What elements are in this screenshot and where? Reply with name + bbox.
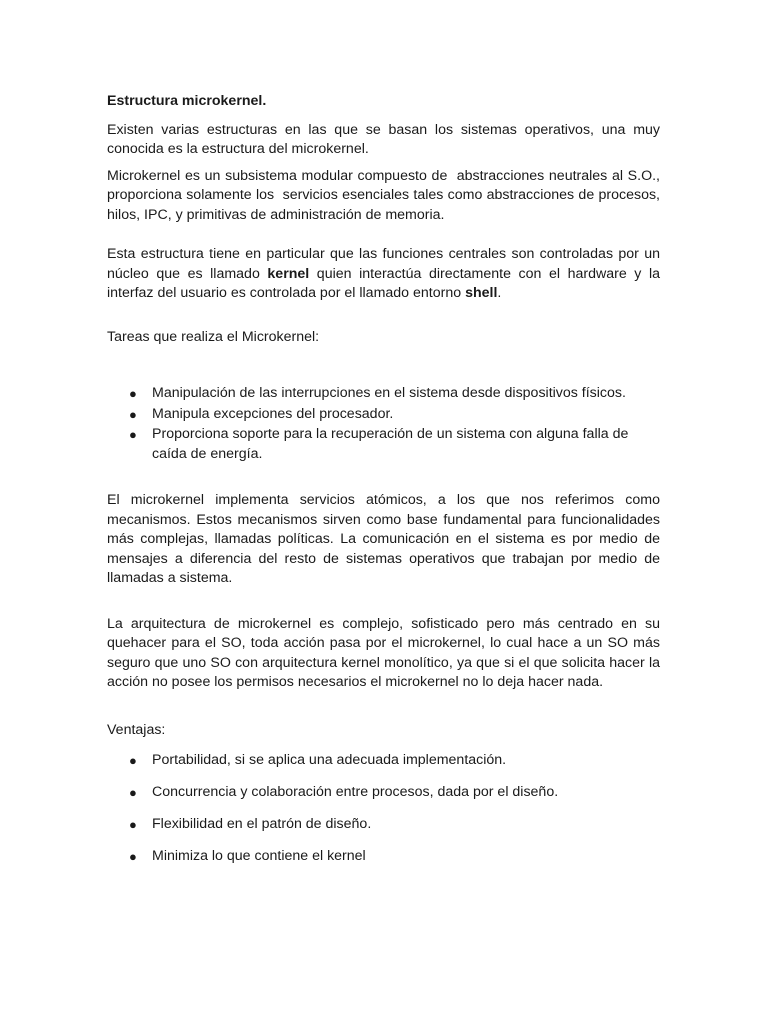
advantage-text: Concurrencia y colaboración entre procesos, dada por el diseño. [152, 784, 559, 800]
advantages-list [107, 751, 660, 867]
advantage-text: Portabilidad, si se aplica una adecuada implementación. [152, 752, 507, 768]
list-item [107, 783, 660, 803]
list-item [107, 384, 660, 404]
advantages-heading: Ventajas: [107, 721, 166, 738]
structure-text-3: . [497, 285, 502, 301]
advantage-text: Minimiza lo que contiene el kernel [152, 848, 366, 864]
bullet-icon: ● [129, 849, 137, 864]
bullet-icon: ● [129, 817, 137, 832]
bullet-icon: ● [129, 427, 137, 442]
task-text: Manipula excepciones del procesador. [152, 405, 394, 422]
list-item [107, 815, 660, 835]
document-title: Estructura microkernel. [107, 93, 267, 109]
list-item [107, 847, 660, 867]
bullet-icon: ● [129, 753, 137, 768]
kernel-term: kernel [267, 265, 310, 282]
bullet-icon: ● [129, 785, 137, 800]
list-item [107, 425, 660, 464]
microkernel-definition-paragraph: Microkernel es un subsistema modular compuesto de abstracciones neutrales al S.O., proporciona solamente los servicios esenciales tales como abstracciones de procesos, hilos, IPC, y primitivas de administración de memoria. [107, 167, 680, 223]
shell-term: shell [465, 285, 498, 301]
bullet-icon: ● [129, 386, 137, 401]
structure-paragraph [107, 245, 660, 304]
task-text: Proporciona soporte para la recuperación de un sistema con alguna falla de caída de energía. [152, 426, 629, 462]
atomic-services-paragraph: El microkernel implementa servicios atómicos, a los que nos referimos como mecanismos. Estos mecanismos sirven como base fundamental para funcionalidades más complejas, llamadas políticas. La comunicación en el sistema es por medio de mensajes a diferencia del resto de sistemas operativos que trabajan por medio de llamadas a sistema. [107, 492, 660, 586]
architecture-paragraph: La arquitectura de microkernel es complejo, sofisticado pero más centrado en su quehacer para el SO, toda acción pasa por el microkernel, lo cual hace a un SO más seguro que uno SO con arquitectura kernel monolítico, ya que si el que solicita hacer la acción no posee los permisos necesarios el microkernel no lo deja hacer nada. [107, 615, 660, 690]
list-item [107, 751, 660, 771]
structure-text-2: quien interactúa directamente con el hardware y la interfaz del usuario es controlada por el llamado entorno [107, 265, 660, 301]
tasks-heading: Tareas que realiza el Microkernel: [107, 328, 320, 345]
tasks-list [107, 384, 660, 464]
task-text: Manipulación de las interrupciones en el sistema desde dispositivos físicos. [152, 385, 626, 401]
document-page [107, 92, 680, 879]
intro-paragraph: Existen varias estructuras en las que se basan los sistemas operativos, una muy conocida es la estructura del microkernel. [107, 121, 660, 157]
structure-text-1: Esta estructura tiene en particular que las funciones centrales son controladas por un núcleo que es llamado [107, 246, 660, 282]
list-item [107, 405, 660, 425]
advantage-text: Flexibilidad en el patrón de diseño. [152, 816, 372, 832]
bullet-icon: ● [129, 406, 137, 422]
